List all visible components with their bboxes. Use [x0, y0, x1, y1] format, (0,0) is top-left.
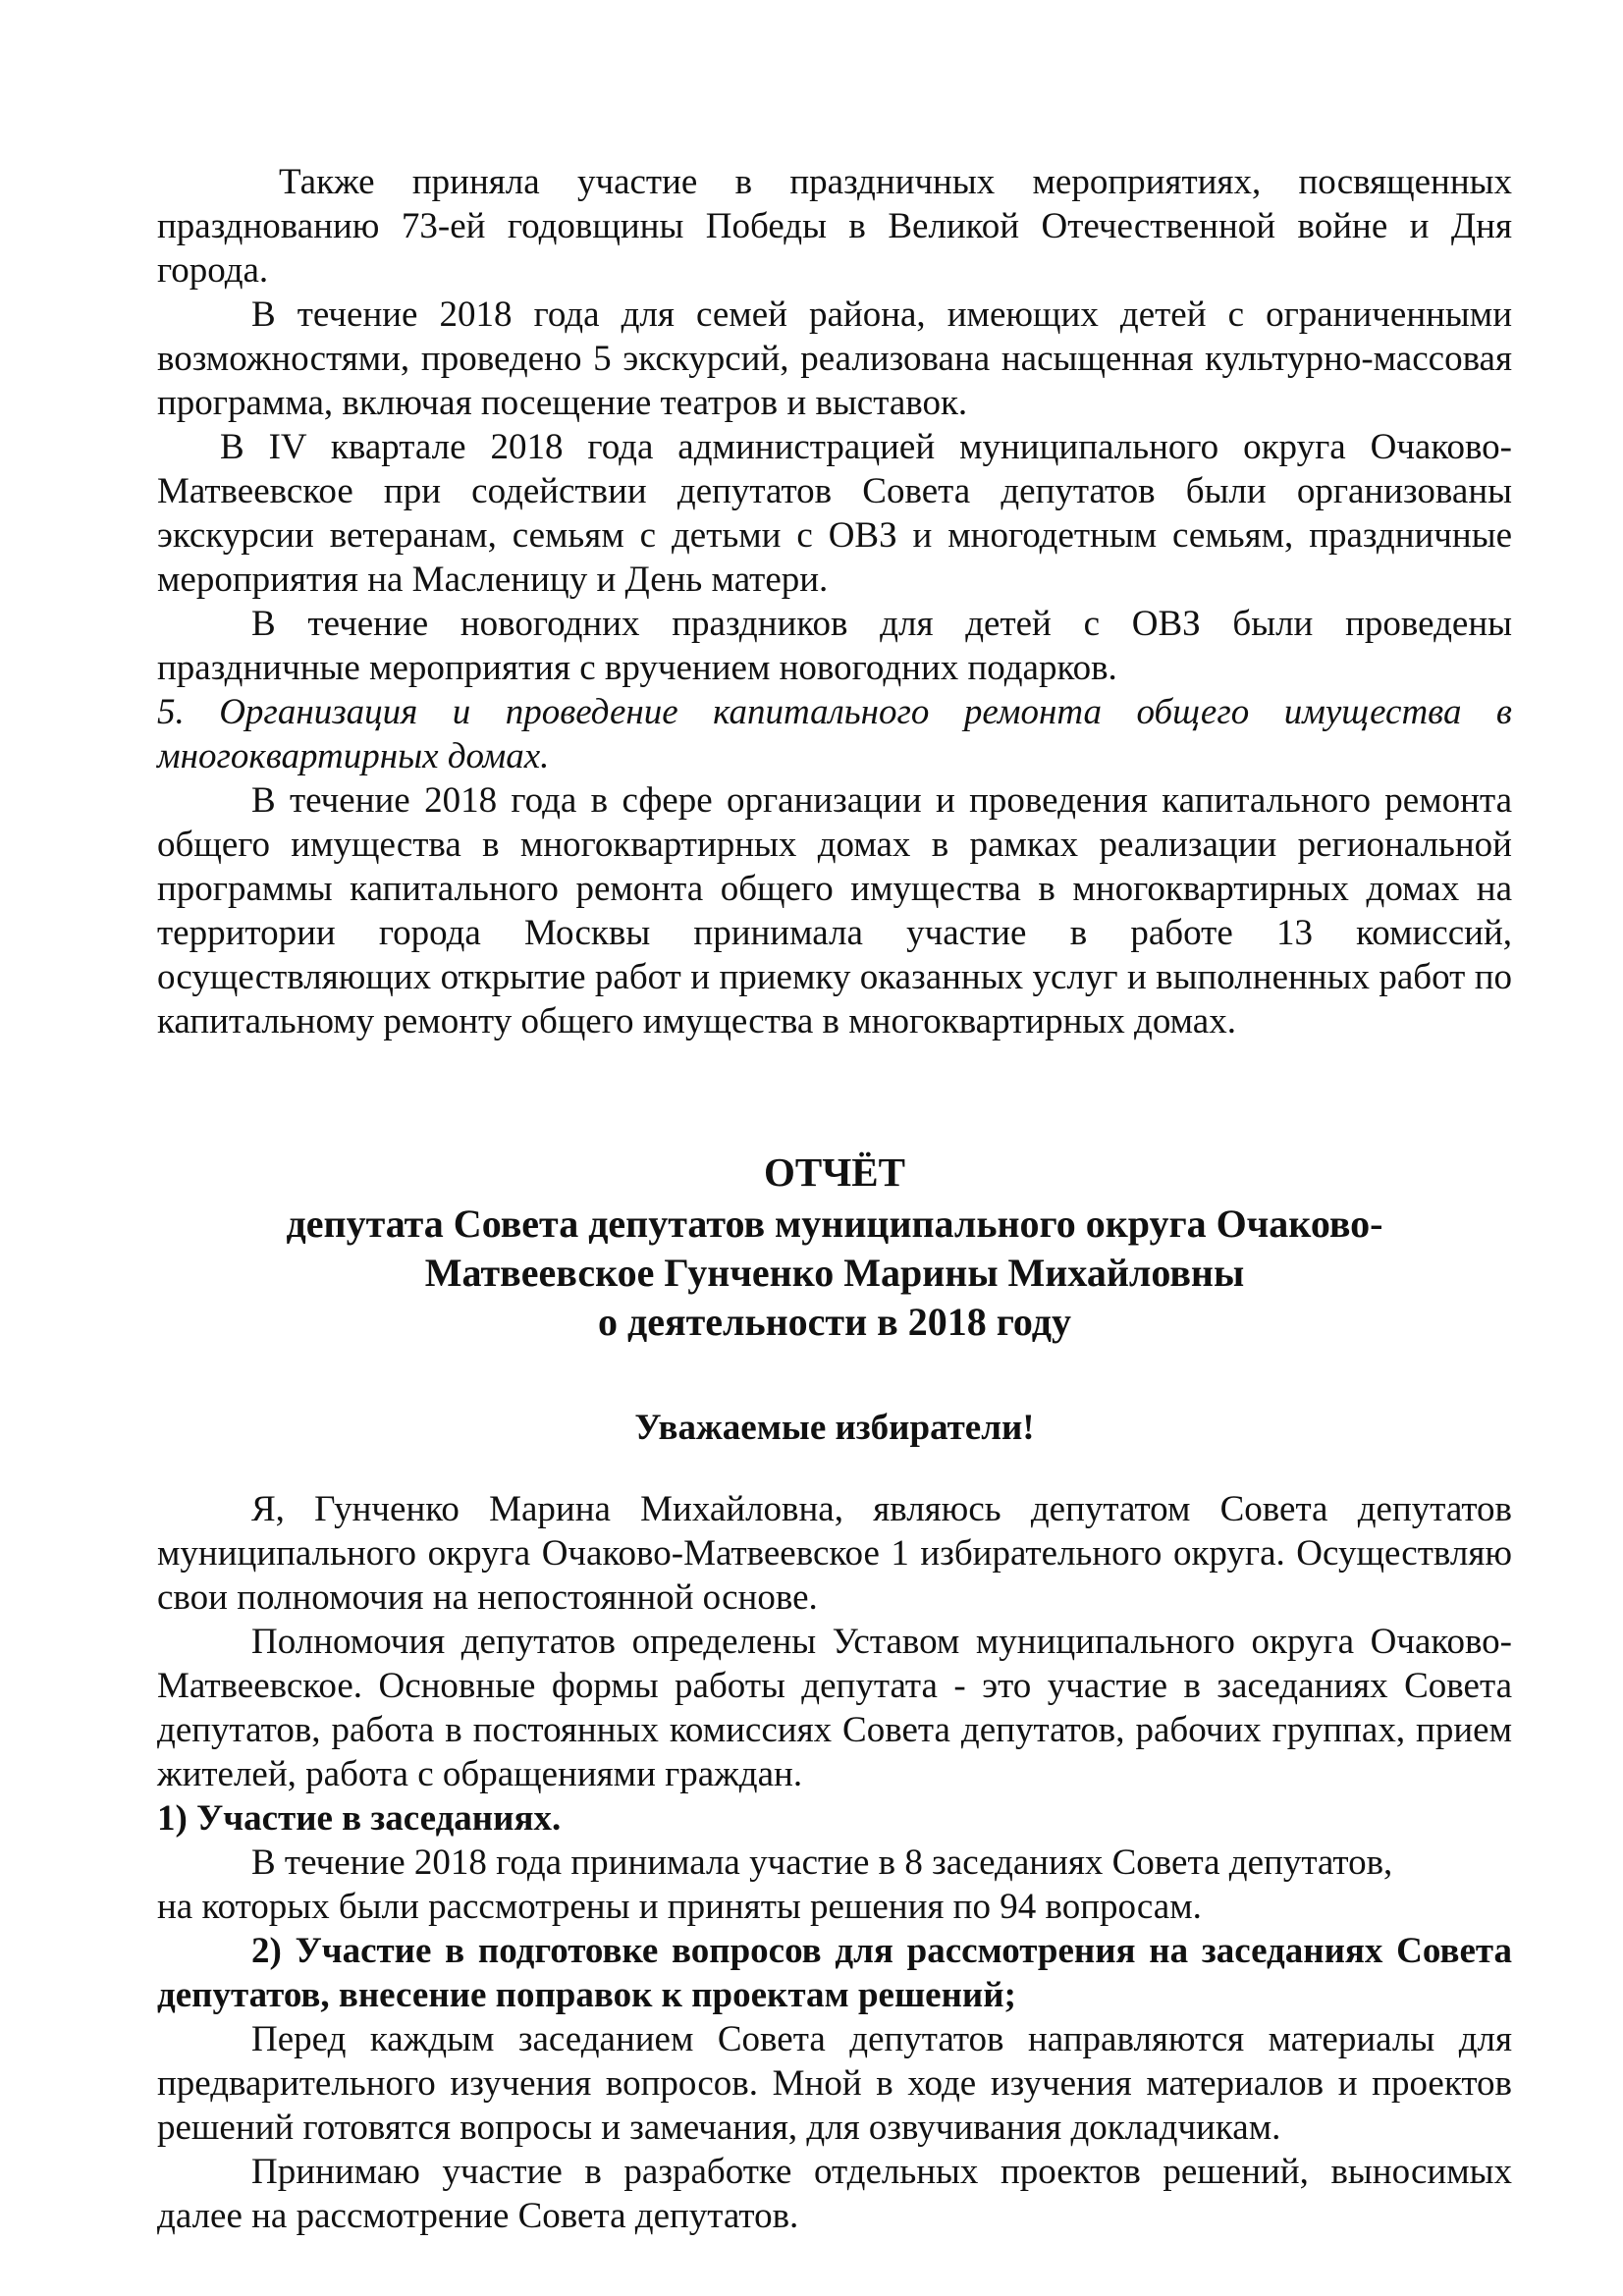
report-subtitle-line: о деятельности в 2018 году — [598, 1300, 1071, 1344]
paragraph-line: В течение 2018 года принимала участие в 8 заседаниях Совета депутатов, — [251, 1842, 1393, 1883]
paragraph: Я, Гунченко Марина Михайловна, являюсь депутатом Совета депутатов муниципального округа Очаково-Матвеевское 1 избирательного округа. Осуществляю свои полномочия на непостоянной основе. — [157, 1489, 1512, 1618]
paragraph: В течение новогодних праздников для детей с ОВЗ были проведены праздничные мероприятия с вручением новогодних подарков. — [157, 604, 1512, 688]
report-subtitle-line: Матвеевское Гунченко Марины Михайловны — [424, 1251, 1245, 1295]
section-heading: 1) Участие в заседаниях. — [157, 1798, 562, 1839]
report-title: ОТЧЁТ — [763, 1149, 906, 1195]
section-heading: 5. Организация и проведение капитального ремонта общего имущества в многоквартирных домах. — [157, 692, 1512, 776]
paragraph: В течение 2018 года в сфере организации и проведения капитального ремонта общего имущества в многоквартирных домах в рамках реализации региональной программы капитального ремонта общего имущества в многоквартирных домах на территории города Москвы принимала участие в работе 13 комиссий, осуществляющих открытие работ и приемку оказанных услуг и выполненных работ по капитальному ремонту общего имущества в многоквартирных домах. — [157, 780, 1512, 1041]
section-heading: 2) Участие в подготовке вопросов для рассмотрения на заседаниях Совета депутатов, внесение поправок к проектам решений; — [157, 1931, 1512, 2015]
paragraph: В течение 2018 года для семей района, имеющих детей с ограниченными возможностями, проведено 5 экскурсий, реализована насыщенная культурно-массовая программа, включая посещение театров и выставок. — [157, 294, 1512, 423]
paragraph: Перед каждым заседанием Совета депутатов направляются материалы для предварительного изучения вопросов. Мной в ходе изучения материалов и проектов решений готовятся вопросы и замечания, для озвучивания докладчикам. — [157, 2019, 1512, 2148]
paragraph-line: на которых были рассмотрены и приняты решения по 94 вопросам. — [157, 1887, 1202, 1927]
paragraph: Также приняла участие в праздничных мероприятиях, посвященных празднованию 73-ей годовщины Победы в Великой Отечественной войне и Дня города. — [157, 162, 1512, 291]
paragraph: Полномочия депутатов определены Уставом муниципального округа Очаково-Матвеевское. Основные формы работы депутата - это участие в заседаниях Совета депутатов, работа в постоянных комиссиях Совета депутатов, рабочих группах, прием жителей, работа с обращениями граждан. — [157, 1622, 1512, 1794]
paragraph: Принимаю участие в разработке отдельных проектов решений, выносимых далее на рассмотрение Совета депутатов. — [157, 2152, 1512, 2236]
greeting: Уважаемые избиратели! — [634, 1408, 1035, 1448]
intro-section — [157, 160, 1512, 1043]
paragraph: В IV квартале 2018 года администрацией муниципального округа Очаково-Матвеевское при содействии депутатов Совета депутатов были организованы экскурсии ветеранам, семьям с детьми с ОВЗ и многодетным семьям, праздничные мероприятия на Масленицу и День матери. — [157, 427, 1512, 600]
report-subtitle-line: депутата Совета депутатов муниципального округа Очаково- — [286, 1201, 1383, 1246]
report-body — [157, 1487, 1512, 2238]
